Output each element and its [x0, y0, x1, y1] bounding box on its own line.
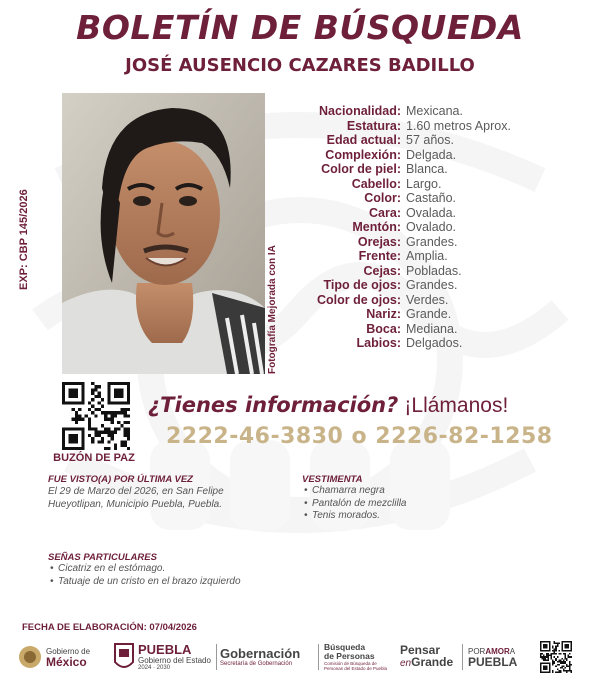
- person-photo: [62, 93, 265, 374]
- gob-mexico-small: Gobierno de: [46, 646, 91, 656]
- detail-row: [300, 119, 560, 134]
- detail-row: [300, 235, 560, 250]
- detail-value: Amplia.: [406, 249, 448, 263]
- detail-label: Color de ojos:: [316, 292, 401, 307]
- cta-call: ¡Llámanos!: [404, 394, 509, 417]
- date-label: FECHA DE ELABORACIÓN:: [22, 622, 147, 633]
- gobernacion-small: Secretaría de Gobernación: [220, 660, 293, 667]
- detail-label: Edad actual:: [326, 133, 401, 147]
- portrait-illustration: [62, 93, 265, 374]
- eagle-emblem-icon: [18, 645, 42, 669]
- detail-row: [300, 177, 560, 192]
- detail-label: Color de piel:: [321, 162, 401, 176]
- clothing-title: VESTIMENTA: [302, 474, 363, 485]
- detail-row: [300, 307, 560, 322]
- list-item: • Cicatriz en el estómago.: [48, 563, 368, 576]
- detail-value: Blanca.: [406, 162, 448, 176]
- detail-row: [300, 278, 560, 293]
- gobernacion-big: Gobernación: [220, 645, 301, 661]
- poramor-a: A: [509, 647, 516, 656]
- clothing-section: [302, 474, 502, 523]
- detail-label: Mentón:: [352, 220, 401, 234]
- gob-mexico-big: México: [46, 654, 87, 669]
- detail-row: [300, 206, 560, 221]
- detail-value: 1.60 metros Aprox.: [406, 118, 511, 133]
- pensar-line-2: Grande: [411, 655, 454, 669]
- list-item: • Chamarra negra: [302, 485, 502, 498]
- detail-value: Castaño.: [406, 191, 457, 205]
- footer-qr-code[interactable]: [540, 641, 572, 673]
- person-name: JOSÉ AUSENCIO CAZARES BADILLO: [125, 55, 475, 76]
- marks-list: [48, 563, 368, 588]
- elaboration-date: [22, 622, 197, 633]
- detail-value: Grandes.: [406, 234, 458, 249]
- puebla-shield-icon: [114, 642, 134, 672]
- detail-label: Cara:: [369, 205, 401, 220]
- busqueda-small: Comisión de Búsqueda de Personas del Estado de Puebla: [324, 661, 388, 671]
- detail-value: Verdes.: [406, 292, 449, 307]
- detail-label: Estatura:: [346, 118, 401, 133]
- detail-label: Complexión:: [325, 147, 401, 162]
- detail-value: Mediana.: [406, 321, 458, 336]
- logo-divider: [318, 644, 319, 670]
- buzon-qr-code[interactable]: [62, 382, 130, 450]
- puebla-small: Gobierno del Estado: [138, 655, 211, 665]
- gobernacion-logo: [220, 640, 320, 674]
- detail-row: [300, 220, 560, 235]
- detail-label: Frente:: [358, 249, 401, 263]
- detail-label: Orejas:: [357, 234, 401, 249]
- detail-value: Grande.: [406, 307, 452, 321]
- list-item: • Tatuaje de un cristo en el brazo izquierdo: [48, 576, 368, 589]
- pensar-en-grande-logo: [400, 640, 466, 674]
- pensar-en: en: [400, 658, 412, 669]
- last-seen-line-1: El 29 de Marzo del 2026, en San Felipe: [48, 486, 224, 497]
- date-value: 07/04/2026: [149, 622, 197, 633]
- detail-value: Ovalada.: [406, 205, 457, 220]
- puebla-years: 2024 · 2030: [138, 664, 171, 671]
- detail-label: Boca:: [366, 321, 401, 336]
- photo-caption: Fotografía Mejorada con IA: [267, 245, 278, 374]
- detail-row: [300, 336, 560, 351]
- footer-logos: [18, 640, 578, 676]
- buzon-label: BUZÓN DE PAZ: [53, 452, 135, 464]
- por-amor-a-puebla-logo: [468, 640, 534, 674]
- detail-label: Labios:: [356, 336, 401, 350]
- detail-row: [300, 133, 560, 148]
- poramor-amor: AMOR: [485, 647, 510, 656]
- list-item: • Pantalón de mezclilla: [302, 498, 502, 511]
- phone-numbers[interactable]: 2222-46-3830 o 2226-82-1258: [166, 424, 553, 449]
- pensar-line-1: Pensar: [400, 643, 441, 657]
- physical-description: [300, 104, 560, 351]
- detail-row: [300, 322, 560, 337]
- detail-row: [300, 148, 560, 163]
- call-to-action: [148, 392, 508, 418]
- detail-value: 57 años.: [406, 133, 454, 147]
- poramor-por: POR: [468, 647, 486, 656]
- last-seen-title: FUE VISTO(A) POR ÚLTIMA VEZ: [48, 474, 193, 485]
- detail-value: Ovalado.: [406, 220, 457, 234]
- detail-label: Tipo de ojos:: [323, 278, 401, 292]
- last-seen-section: [48, 474, 298, 511]
- detail-row: [300, 293, 560, 308]
- detail-row: [300, 264, 560, 279]
- detail-value: Delgada.: [406, 147, 457, 162]
- busqueda-logo: [324, 640, 396, 674]
- case-number: EXP: CBP 145/2026: [18, 189, 30, 290]
- detail-value: Delgados.: [406, 336, 463, 350]
- logo-divider: [462, 644, 463, 670]
- detail-row: [300, 191, 560, 206]
- detail-label: Color:: [364, 191, 401, 205]
- detail-label: Cabello:: [351, 176, 401, 191]
- detail-value: Mexicana.: [406, 104, 463, 118]
- distinguishing-marks-section: [48, 552, 368, 588]
- detail-label: Cejas:: [363, 263, 401, 278]
- detail-value: Largo.: [406, 176, 442, 191]
- list-item: • Tenis morados.: [302, 510, 502, 523]
- detail-value: Pobladas.: [406, 263, 462, 278]
- puebla-logo: [114, 640, 214, 674]
- cta-question: ¿Tienes información?: [148, 393, 399, 417]
- detail-label: Nariz:: [366, 307, 401, 321]
- puebla-big: PUEBLA: [138, 641, 192, 657]
- detail-row: [300, 249, 560, 264]
- detail-row: [300, 104, 560, 119]
- logo-divider: [216, 644, 217, 670]
- gobierno-mexico-logo: [18, 640, 104, 674]
- busqueda-line-2: de Personas: [324, 651, 375, 661]
- detail-label: Nacionalidad:: [319, 104, 401, 118]
- last-seen-line-2: Hueyotlipan, Municipio Puebla, Puebla.: [48, 499, 222, 510]
- busqueda-line-1: Búsqueda: [324, 642, 366, 652]
- clothing-list: [302, 485, 502, 523]
- bulletin-title: BOLETÍN DE BÚSQUEDA: [76, 8, 524, 47]
- detail-row: [300, 162, 560, 177]
- marks-title: SEÑAS PARTICULARES: [48, 552, 157, 563]
- detail-value: Grandes.: [406, 278, 458, 292]
- poramor-big: PUEBLA: [468, 655, 518, 669]
